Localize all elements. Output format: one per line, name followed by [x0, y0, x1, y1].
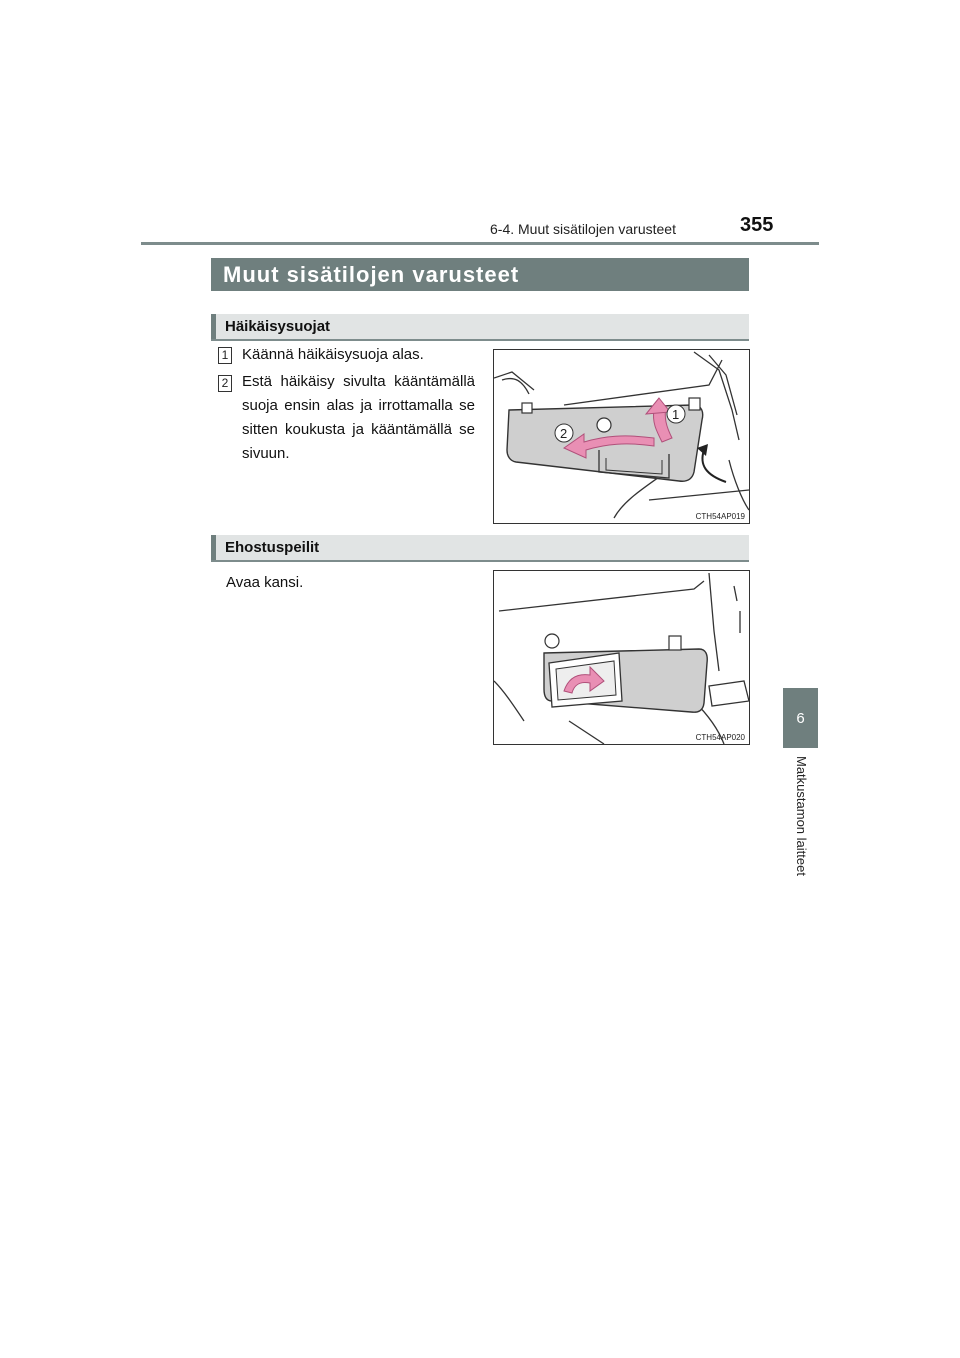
step-number-2: 2	[218, 375, 232, 392]
chapter-tab	[783, 688, 818, 748]
heading-accent	[211, 314, 216, 339]
header-rule	[141, 242, 819, 245]
vanity-mirror-figure	[493, 570, 750, 745]
chapter-label-text: Matkustamon laitteet	[794, 756, 809, 876]
figure-code: CTH54AP020	[695, 733, 745, 742]
chapter-label	[795, 756, 809, 896]
section-heading-text: Häikäisysuojat	[225, 318, 331, 335]
section-heading-sun-visors	[211, 314, 749, 341]
heading-accent	[211, 535, 216, 560]
vanity-mirror-illustration	[494, 571, 749, 744]
step-text-1: Käännä häikäisysuoja alas.	[242, 346, 424, 363]
instruction-text: Avaa kansi.	[226, 574, 304, 591]
sun-visor-figure	[493, 349, 750, 524]
sun-visor-illustration	[494, 350, 749, 523]
chapter-number: 6	[796, 709, 805, 727]
page-number: 355	[740, 214, 774, 236]
section-heading-text: Ehostuspeilit	[225, 539, 320, 556]
section-heading-vanity-mirrors	[211, 535, 749, 562]
running-header: 6-4. Muut sisätilojen varusteet	[490, 221, 676, 237]
page-title: Muut sisätilojen varusteet	[211, 258, 749, 291]
step-number-1: 1	[218, 347, 232, 364]
step-text-2: Estä häikäisy sivulta kääntämällä suoja ensin alas ja irrottamalla se sitten koukusta ja kääntämällä se sivuun.	[242, 373, 475, 462]
figure-code: CTH54AP019	[695, 512, 745, 521]
callout-2: 2	[560, 426, 568, 441]
callout-1: 1	[672, 407, 680, 422]
